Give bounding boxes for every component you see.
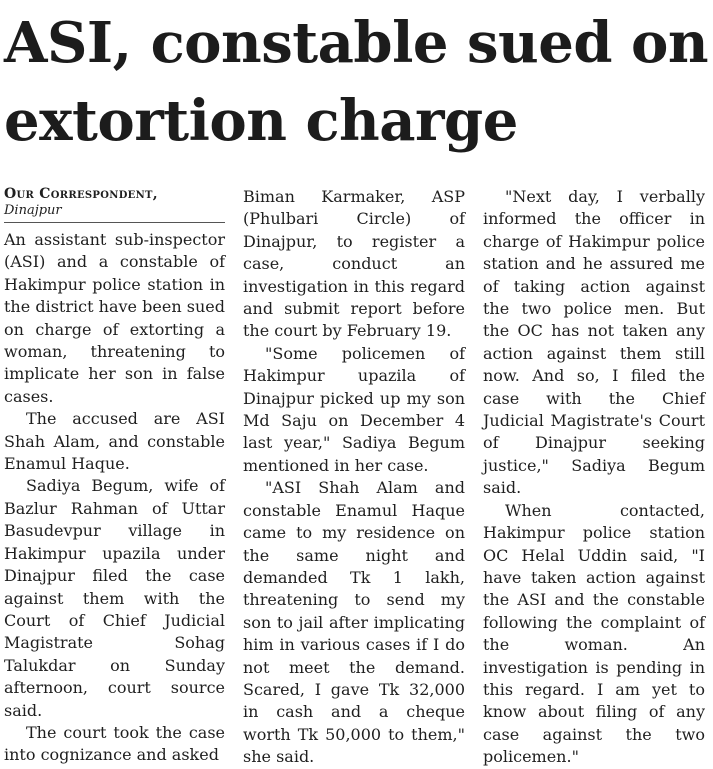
headline-line-2: extortion charge bbox=[4, 88, 518, 154]
byline-place: Dinajpur bbox=[4, 203, 62, 218]
article-paragraph: The accused are ASI Shah Alam, and constable Enamul Haque. bbox=[4, 409, 225, 474]
article-column-3 bbox=[483, 186, 705, 769]
byline bbox=[4, 186, 225, 223]
article-headline bbox=[4, 4, 709, 160]
article-column-2 bbox=[243, 186, 465, 769]
article-paragraph: When contacted, Hakimpur police station OC Helal Uddin said, "I have taken action against the ASI and the constable following the complaint of the woman. An investigation is pending in this regard. I am yet to know about filing of any case against the two policemen." bbox=[483, 500, 705, 767]
article-column-1 bbox=[4, 186, 225, 767]
article-paragraph: Biman Karmaker, ASP (Phulbari Circle) of Dinajpur, to register a case, conduct an investigation in this regard and submit report before the court by February 19. bbox=[243, 187, 465, 341]
article-paragraph: "Some policemen of Hakimpur upazila of Dinajpur picked up my son Md Saju on December 4 last year," Sadiya Begum mentioned in her case. bbox=[243, 343, 465, 475]
article-paragraph: "ASI Shah Alam and constable Enamul Haque came to my residence on the same night and demanded Tk 1 lakh, threatening to send my son to jail after implicating him in various cases if I do not meet the demand. Scared, I gave Tk 32,000 in cash and a cheque worth Tk 50,000 to them," she said. bbox=[243, 478, 465, 767]
article-paragraph: The court took the case into cognizance and asked bbox=[4, 722, 225, 765]
article-paragraph: An assistant sub-inspector (ASI) and a constable of Hakimpur police station in the district have been sued on charge of extorting a woman, threatening to implicate her son in false cases. bbox=[4, 230, 225, 406]
article-paragraph: "Next day, I verbally informed the officer in charge of Hakimpur police station and he assured me of taking action against the two police men. But the OC has not taken any action against them still now. And so, I filed the case with the Chief Judicial Magistrate's Court of Dinajpur seeking justice," Sadiya Begum said. bbox=[483, 187, 705, 498]
headline-line-1: ASI, constable sued on bbox=[4, 10, 709, 76]
article-paragraph: Sadiya Begum, wife of Bazlur Rahman of Uttar Basudevpur village in Hakimpur upazila under Dinajpur filed the case against them with the Court of Chief Judicial Magistrate Sohag Talukdar on Sunday afternoon, court source said. bbox=[4, 476, 225, 720]
byline-name: Our Correspondent, bbox=[4, 186, 158, 202]
